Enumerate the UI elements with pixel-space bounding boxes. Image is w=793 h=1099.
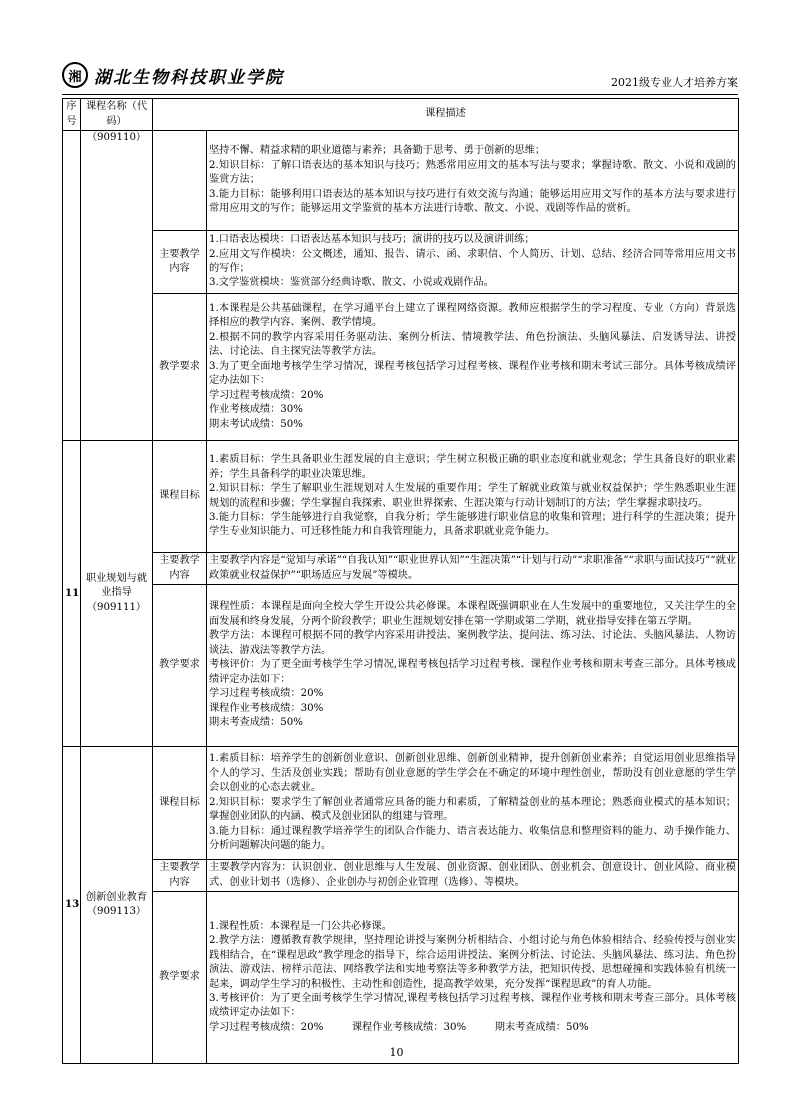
serial-number: 11: [65, 586, 80, 599]
category-cell: 教学要求: [153, 294, 207, 441]
table-row: [63, 585, 739, 747]
description-line: 3.能力目标：学生能够进行自我觉察，自我分析；学生能够进行职业信息的收集和管理；进行科学的生涯决策；提升学生专业知识能力、可迁移性能力和自我管理能力，具备求职就业竞争能力。: [209, 511, 736, 538]
course-name: 创新创业教育: [85, 891, 148, 903]
school-logo: [62, 62, 284, 88]
description-cell: [207, 553, 739, 585]
header-serial: 序号: [63, 99, 81, 131]
table-row: [63, 892, 739, 1064]
course-code: （909113）: [86, 906, 147, 917]
description-line: 教学方法：本课程可根据不同的教学内容采用讲授法、案例教学法、提问法、练习法、讨论法、头脑风暴法、人物访谈法、游戏法等教学方法。: [209, 630, 736, 656]
score-line: [209, 1021, 736, 1035]
header-course-description: 课程描述: [153, 99, 739, 131]
description-cell: [207, 294, 739, 441]
course-code: （909111）: [86, 601, 147, 613]
score-process: 学习过程考核成绩：20%: [209, 1021, 324, 1033]
description-line: 期末考查成绩：50%: [209, 717, 303, 729]
score-final: 期末考查成绩：50%: [494, 1021, 589, 1033]
description-line: 主要教学内容是“觉知与承诺”“自我认知”“职业世界认知”“生涯决策”“计划与行动”“求职准备”“求职与面试技巧”“就业政策就业权益保护”“职场适应与发展”等模块。: [209, 555, 736, 581]
description-line: 1.课程性质：本课程是一门公共必修课。: [209, 920, 392, 932]
school-name: 湖北生物科技职业学院: [94, 67, 284, 88]
category-cell: 课程目标: [153, 441, 207, 553]
description-line: 主要教学内容为：认识创业、创业思维与人生发展、创业资源、创业团队、创业机会、创意设计、创业风险、商业模式、创业计划书（选修）、企业创办与初创企业管理（选修）、等模块。: [209, 862, 736, 888]
table-row: [63, 441, 739, 553]
description-line: 课程作业考核成绩：30%: [209, 702, 324, 714]
description-line: 3.文学鉴赏模块：鉴赏部分经典诗歌、散文、小说或戏剧作品。: [209, 277, 494, 289]
description-line: 坚持不懈、精益求精的职业道德与素养；具备勤于思考、勇于创新的思维；: [209, 145, 546, 157]
table-header-row: [63, 99, 739, 131]
table-row: [63, 553, 739, 585]
table-row: [63, 294, 739, 441]
course-code: （909110）: [86, 132, 147, 143]
description-line: 1.素质目标：培养学生的创新创业意识、创新创业思维、创新创业精神，提升创新创业素养；自觉运用创业思维指导个人的学习、生活及创业实践；帮助有创业意愿的学生学会在不确定的环境中理性创业，帮助没有创业意愿的学生学会以创业的心态去就业。: [209, 753, 736, 794]
description-line: 学习过程考核成绩：20%: [209, 389, 324, 401]
description-line: 3.为了更全面地考核学生学习情况，课程考核包括学习过程考核、课程作业考核和期末考试三部分。具体考核成绩评定办法如下：: [209, 360, 736, 387]
description-line: 3.能力目标：通过课程教学培养学生的团队合作能力、语言表达能力、收集信息和整理资料的能力、动手操作能力、分析问题解决问题的能力。: [209, 825, 736, 852]
category-cell: 主要教学内容: [153, 553, 207, 585]
course-table: [62, 98, 739, 1064]
description-cell: [207, 231, 739, 294]
page-header: [62, 62, 738, 92]
document-title: 2021级专业人才培养方案: [611, 76, 738, 89]
table-row: [63, 747, 739, 860]
course-name-cell: [81, 747, 153, 1064]
serial-number: 13: [65, 898, 80, 911]
description-line: 2.知识目标：学生了解职业生涯规划对人生发展的重要作用；学生了解就业政策与就业权益保护；学生熟悉职业生涯规划的流程和步骤；学生掌握自我探索、职业世界探索、生涯决策与行动计划制订的方法；学生掌握求职技巧。: [209, 483, 736, 509]
description-line: 1.素质目标：学生具备职业生涯发展的自主意识；学生树立积极正确的职业态度和就业观念；学生具备良好的职业素养；学生具备科学的职业决策思维。: [209, 454, 736, 480]
score-homework: 课程作业考核成绩：30%: [351, 1021, 467, 1033]
description-cell: [207, 441, 739, 553]
description-line: 2.应用文写作模块：公文概述，通知、报告、请示、函、求职信、个人简历、计划、总结、经济合同等常用应用文书的写作；: [209, 248, 736, 274]
description-line: 3.能力目标：能够利用口语表达的基本知识与技巧进行有效交流与沟通；能够运用应用文写作的基本方法与要求进行常用应用文的写作；能够运用文学鉴赏的基本方法进行诗歌、散文、小说、戏剧等作品的赏析。: [209, 188, 736, 215]
description-cell: [207, 747, 739, 860]
serial-cell: [63, 747, 81, 1064]
serial-cell: [63, 131, 81, 441]
course-name-cell: [81, 441, 153, 747]
table-row: [63, 231, 739, 294]
page-number: 10: [389, 1046, 404, 1059]
description-cell: [207, 892, 739, 1064]
description-line: 1.本课程是公共基础课程，在学习通平台上建立了课程网络资源。教师应根据学生的学习程度、专业（方向）背景选择相应的教学内容、案例、教学情境。: [209, 302, 736, 329]
description-line: 2.教学方法：遵循教育教学规律，坚持理论讲授与案例分析相结合、小组讨论与角色体验相结合、经验传授与创业实践相结合，在“课程思政”教学理念的指导下，综合运用讲授法、案例分析法、讨论法、头脑风暴法、练习法、角色扮演法、游戏法、榜样示范法、网络教学法和实地考察法等多种教学方法，把知识传授、思想碰撞和实践体验有机统一起来，调动学生学习的积极性、主动性和创造性，提高教学效果，充分发挥“课程思政”的育人功能。: [209, 935, 736, 990]
description-cell: [207, 860, 739, 892]
description-line: 考核评价：为了更全面考核学生学习情况,课程考核包括学习过程考核、课程作业考核和期末考查三部分。具体考核成绩评定办法如下：: [209, 659, 736, 685]
category-cell: 主要教学内容: [153, 231, 207, 294]
table-row: [63, 131, 739, 231]
category-cell: 教学要求: [153, 892, 207, 1064]
description-cell: [207, 585, 739, 747]
school-emblem-icon: 湘: [62, 62, 88, 88]
description-line: 2.知识目标：了解口语表达的基本知识与技巧；熟悉常用应用文的基本写法与要求；掌握诗歌、散文、小说和戏剧的鉴赏方法；: [209, 159, 736, 186]
header-course-name: 课程名称（代码）: [81, 99, 153, 131]
header-divider: [62, 94, 738, 95]
category-cell: [153, 131, 207, 231]
course-name-cell: [81, 131, 153, 441]
description-line: 2.根据不同的教学内容采用任务驱动法、案例分析法、情境教学法、角色扮演法、头脑风暴法、启发诱导法、讲授法、讨论法、自主探究法等教学方法。: [209, 331, 736, 358]
category-cell: 课程目标: [153, 747, 207, 860]
course-name: 职业规划与就业指导: [85, 572, 148, 599]
description-line: 2.知识目标：要求学生了解创业者通常应具备的能力和素质，了解精益创业的基本理论；熟悉商业模式的基本知识；掌握创业团队的内涵、模式及创业团队的组建与管理。: [209, 796, 736, 823]
description-line: 课程性质：本课程是面向全校大学生开设公共必修课。本课程既强调职业在人生发展中的重要地位，又关注学生的全面发展和终身发展，分两个阶段教学；职业生涯规划安排在第一学期或第二学期，就业指导安排在第五学期。: [209, 601, 736, 627]
description-line: 期末考试成绩：50%: [209, 418, 303, 430]
table-row: [63, 860, 739, 892]
serial-cell: [63, 441, 81, 747]
description-line: 学习过程考核成绩：20%: [209, 688, 324, 700]
category-cell: 教学要求: [153, 585, 207, 747]
description-line: 作业考核成绩：30%: [209, 404, 303, 416]
description-line: 3.考核评价：为了更全面考核学生学习情况,课程考核包括学习过程考核、课程作业考核和期末考查三部分。具体考核成绩评定办法如下：: [209, 992, 736, 1019]
category-cell: 主要教学内容: [153, 860, 207, 892]
description-line: 1.口语表达模块：口语表达基本知识与技巧；演讲的技巧以及演讲训练；: [209, 234, 535, 246]
description-cell: [207, 131, 739, 231]
